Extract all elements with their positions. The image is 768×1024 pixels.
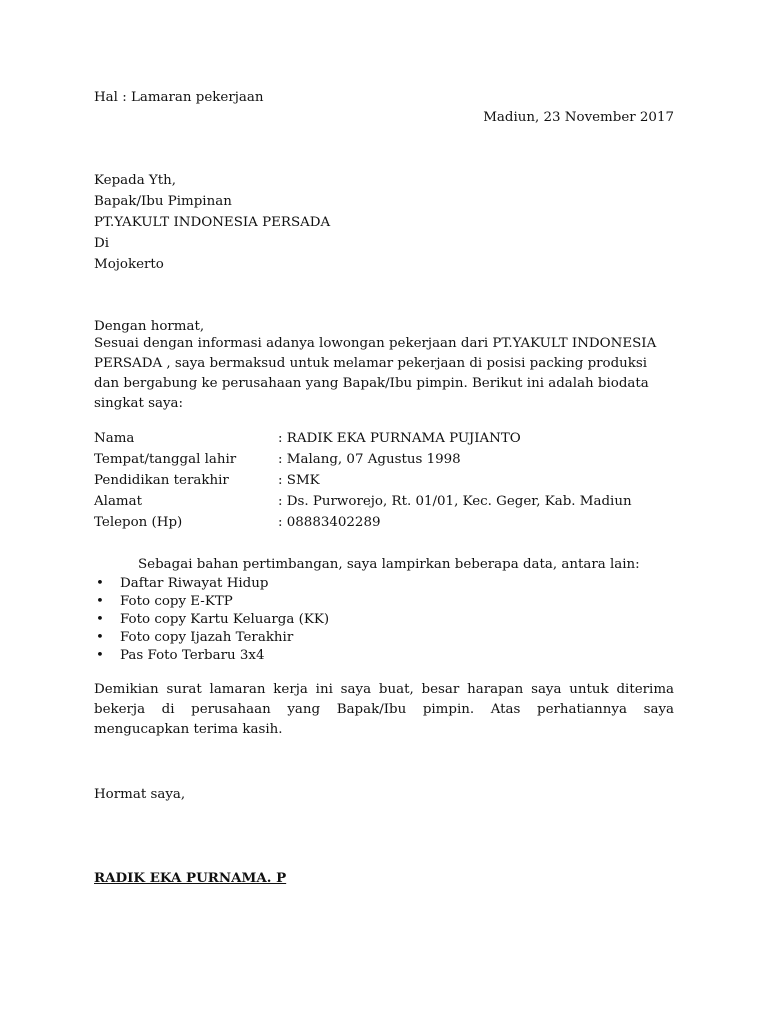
bullet-icon: • (96, 648, 104, 663)
biodata-label: Nama (94, 431, 135, 446)
closing: Hormat saya, (94, 787, 186, 802)
attachment-label: Foto copy Kartu Keluarga (KK) (120, 612, 330, 627)
biodata-label: Tempat/tanggal lahir (94, 452, 237, 467)
biodata-value: : Ds. Purworejo, Rt. 01/01, Kec. Geger, Kab. Madiun (278, 494, 632, 509)
attachment-label: Daftar Riwayat Hidup (120, 576, 269, 591)
biodata-value: : RADIK EKA PURNAMA PUJIANTO (278, 431, 521, 446)
recipient-di: Di (94, 236, 110, 251)
biodata-label: Telepon (Hp) (94, 515, 183, 530)
list-item (94, 647, 329, 665)
recipient-greeting: Kepada Yth, (94, 173, 177, 188)
bullet-icon: • (96, 612, 104, 627)
biodata-value: : 08883402289 (278, 515, 381, 530)
biodata-row (94, 470, 674, 491)
attachment-label: Foto copy E-KTP (120, 594, 233, 609)
biodata-row (94, 449, 674, 470)
list-item (94, 611, 329, 629)
recipient-city: Mojokerto (94, 257, 164, 272)
bullet-icon: • (96, 594, 104, 609)
attachments-intro: Sebagai bahan pertimbangan, saya lampirkan beberapa data, antara lain: (138, 557, 640, 572)
place-date: Madiun, 23 November 2017 (483, 110, 674, 125)
list-item (94, 575, 329, 593)
intro-paragraph: Sesuai dengan informasi adanya lowongan pekerjaan dari PT.YAKULT INDONESIA PERSADA , saya bermaksud untuk melamar pekerjaan di posisi packing produksi dan bergabung ke perusahaan yang Bapak/Ibu pimpin. Berikut ini adalah biodata singkat saya: (94, 336, 657, 411)
attachment-label: Pas Foto Terbaru 3x4 (120, 648, 265, 663)
bullet-icon: • (96, 576, 104, 591)
recipient-title: Bapak/Ibu Pimpinan (94, 194, 232, 209)
biodata-row (94, 512, 674, 533)
list-item (94, 593, 329, 611)
biodata-row (94, 491, 674, 512)
subject-line: Hal : Lamaran pekerjaan (94, 90, 264, 105)
biodata-label: Pendidikan terakhir (94, 473, 229, 488)
bullet-icon: • (96, 630, 104, 645)
biodata-row (94, 428, 674, 449)
salutation: Dengan hormat, (94, 319, 205, 334)
biodata-label: Alamat (94, 494, 142, 509)
biodata-value: : SMK (278, 473, 320, 488)
attachment-label: Foto copy Ijazah Terakhir (120, 630, 294, 645)
closing-paragraph: Demikian surat lamaran kerja ini saya buat, besar harapan saya untuk diterima bekerja di perusahaan yang Bapak/Ibu pimpin. Atas perhatiannya saya mengucapkan terima kasih. (94, 682, 674, 737)
biodata-value: : Malang, 07 Agustus 1998 (278, 452, 461, 467)
list-item (94, 629, 329, 647)
recipient-company: PT.YAKULT INDONESIA PERSADA (94, 215, 331, 230)
attachments-list (94, 575, 329, 665)
signature-name: RADIK EKA PURNAMA. P (94, 870, 287, 886)
